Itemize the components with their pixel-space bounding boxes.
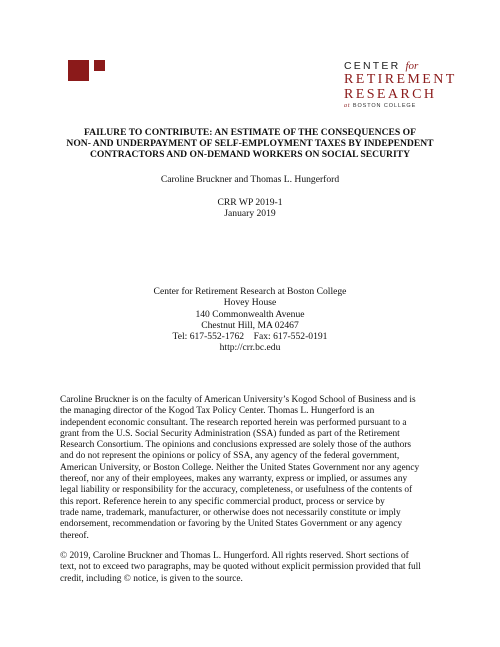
address-url: http://crr.bc.edu (219, 342, 281, 353)
address-phone-fax: Tel: 617-552-1762 Fax: 617-552-0191 (172, 331, 328, 342)
disclaimer-line: American University, or Boston College. Neither the United States Government nor any agency (60, 462, 420, 473)
disclaimer-line: grant from the U.S. Social Security Administration (SSA) funded as part of the Retirement (60, 428, 400, 439)
crr-logo (344, 60, 457, 110)
address-line: Chestnut Hill, MA 02467 (201, 320, 299, 331)
disclaimer-line: legal liability or responsibility for the accuracy, completeness, or usefulness of the contents of (60, 485, 413, 496)
copyright-line: text, not to exceed two paragraphs, may be quoted without explicit permission provided that full (60, 562, 421, 573)
disclaimer-line: thereof, nor any of their employees, makes any warranty, express or implied, or assumes any (60, 474, 408, 485)
disclaimer-line: thereof. (60, 530, 89, 541)
address-line: Hovey House (223, 297, 277, 308)
logo-line-boston-college: at BOSTON COLLEGE (344, 103, 417, 109)
address-line: Center for Retirement Research at Boston College (153, 286, 347, 297)
title-line: FAILURE TO CONTRIBUTE: AN ESTIMATE OF THE CONSEQUENCES OF (84, 127, 416, 138)
address-line: 140 Commonwealth Avenue (195, 309, 305, 320)
logo-line-retirement: RETIREMENT (344, 72, 457, 87)
paper-title (40, 127, 460, 160)
logo-square-small (94, 60, 105, 71)
disclaimer-line: Caroline Bruckner is on the faculty of American University’s Kogod School of Business and is (60, 395, 416, 405)
disclaimer-paragraph (60, 395, 442, 542)
copyright-line: © 2019, Caroline Bruckner and Thomas L. Hungerford. All rights reserved. Short sections of (60, 551, 409, 561)
disclaimer-line: endorsement, recommendation or favoring by the United States Government or any agency (60, 519, 403, 530)
copyright-line: credit, including © notice, is given to the source. (60, 573, 243, 584)
disclaimer-line: and do not represent the opinions or policy of SSA, any agency of the federal government, (60, 451, 400, 462)
logo-square-large (68, 60, 89, 81)
disclaimer-line: Research Consortium. The opinions and conclusions expressed are solely those of the authors (60, 440, 412, 451)
logo-line-research: RESEARCH (344, 87, 437, 102)
title-line: NON- AND UNDERPAYMENT OF SELF-EMPLOYMENT TAXES BY INDEPENDENT (66, 138, 434, 149)
disclaimer-line: this report. Reference herein to any specific commercial product, process or service by (60, 496, 385, 507)
title-line: CONTRACTORS AND ON-DEMAND WORKERS ON SOCIAL SECURITY (89, 149, 411, 160)
disclaimer-line: trade name, trademark, manufacturer, or otherwise does not necessarily constitute or imply (60, 507, 401, 518)
paper-id: CRR WP 2019-1 (217, 197, 283, 208)
logo-line-center: CENTER for (344, 60, 419, 72)
disclaimer-line: independent economic consultant. The research reported herein was performed pursuant to a (60, 417, 407, 428)
authors: Caroline Bruckner and Thomas L. Hungerford (160, 174, 340, 185)
copyright-paragraph (60, 551, 442, 585)
disclaimer-line: the managing director of the Kogod Tax Policy Center. Thomas L. Hungerford is an (60, 406, 375, 417)
paper-date: January 2019 (224, 208, 276, 219)
